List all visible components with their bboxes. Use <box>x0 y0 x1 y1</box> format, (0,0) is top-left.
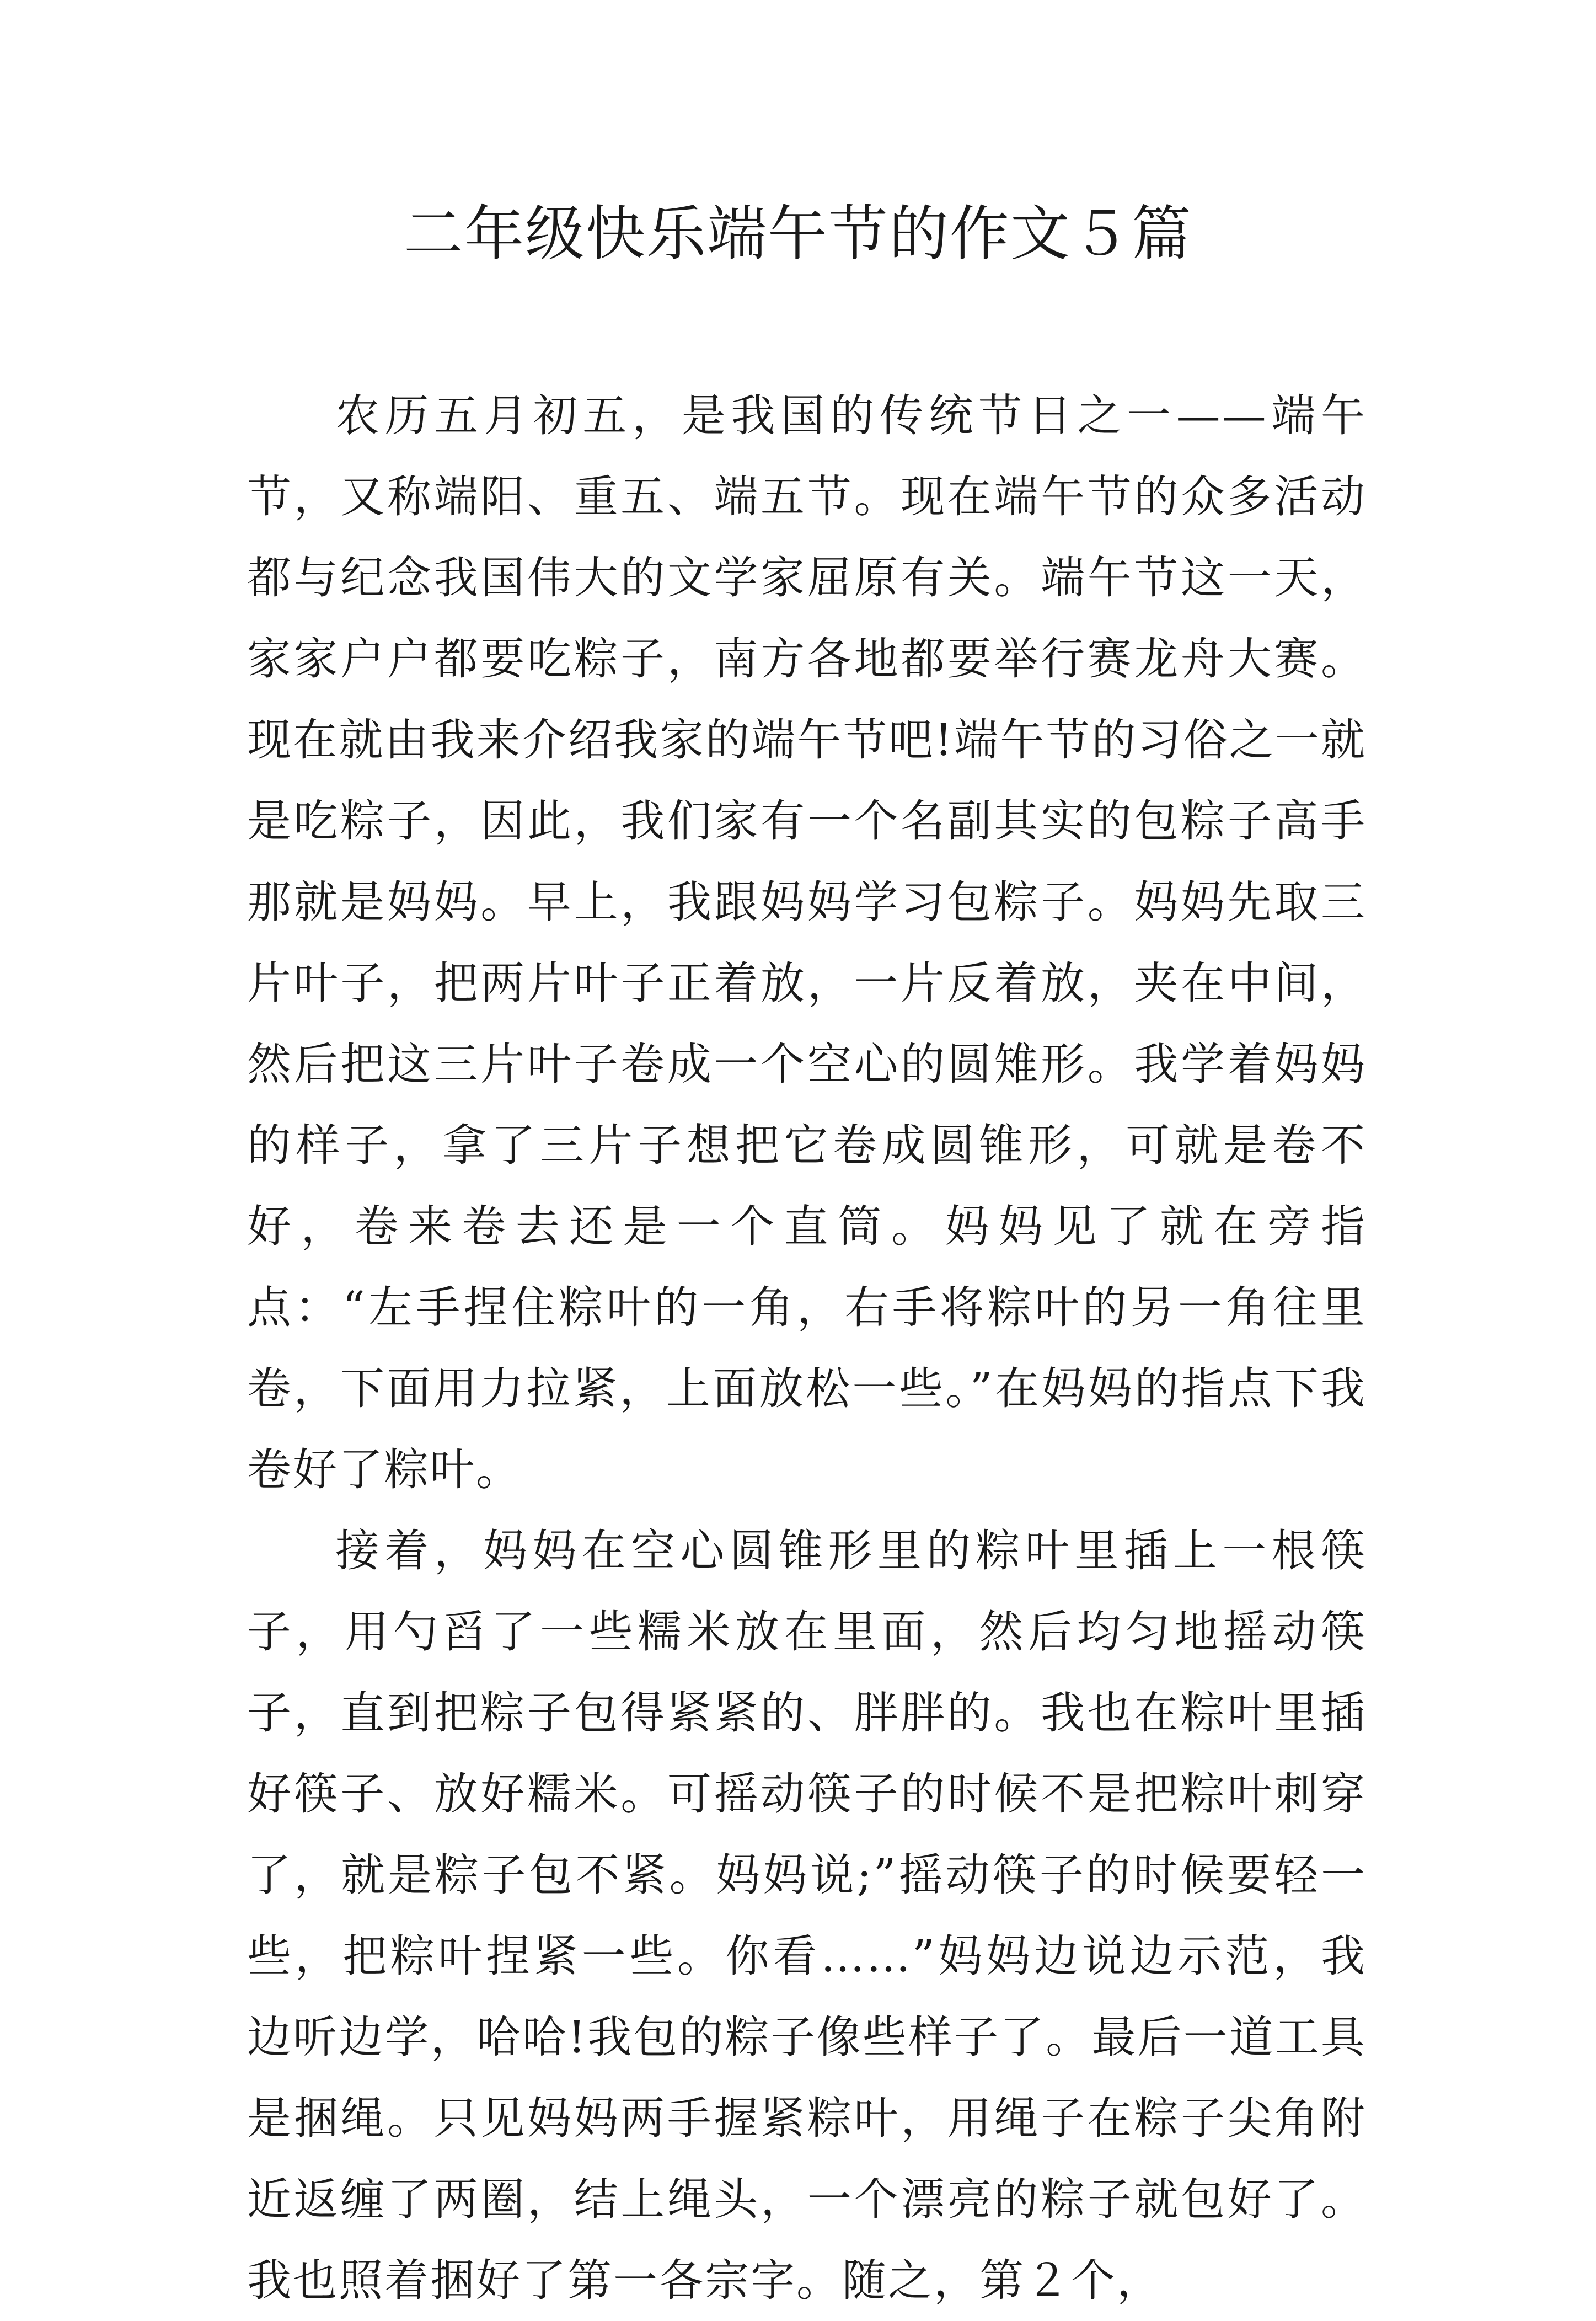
document-body <box>247 375 1367 2321</box>
paragraph-1: 农历五月初五，是我国的传统节日之一——端午节，又称端阳、重五、端五节。现在端午节的众多活动都与纪念我国伟大的文学家屈原有关。端午节这一天，家家户户都要吃粽子，南方各地都要举行赛龙舟大赛。现在就由我来介绍我家的端午节吧!端午节的习俗之一就是吃粽子，因此，我们家有一个名副其实的包粽子高手那就是妈妈。早上，我跟妈妈学习包粽子。妈妈先取三片叶子，把两片叶子正着放，一片反着放，夹在中间，然后把这三片叶子卷成一个空心的圆雉形。我学着妈妈的样子，拿了三片子想把它卷成圆锥形，可就是卷不好，卷来卷去还是一个直筒。妈妈见了就在旁指点：“左手捏住粽叶的一角，右手将粽叶的另一角往里卷，下面用力拉紧，上面放松一些。”在妈妈的指点下我卷好了粽叶。 <box>247 390 1367 1495</box>
paragraph-2: 接着，妈妈在空心圆锥形里的粽叶里插上一根筷子，用勺舀了一些糯米放在里面，然后均匀地摇动筷子，直到把粽子包得紧紧的、胖胖的。我也在粽叶里插好筷子、放好糯米。可摇动筷子的时候不是把粽叶刺穿了，就是粽子包不紧。妈妈说;”摇动筷子的时候要轻一些，把粽叶捏紧一些。你看……”妈妈边说边示范，我边听边学，哈哈!我包的粽子像些样子了。最后一道工具是捆绳。只见妈妈两手握紧粽叶，用绳子在粽子尖角附近返缠了两圈，结上绳头，一个漂亮的粽子就包好了。我也照着捆好了第一各宗字。随之，第２个， <box>247 1525 1367 2306</box>
document-title: 二年级快乐端午节的作文５篇 <box>403 200 1192 269</box>
